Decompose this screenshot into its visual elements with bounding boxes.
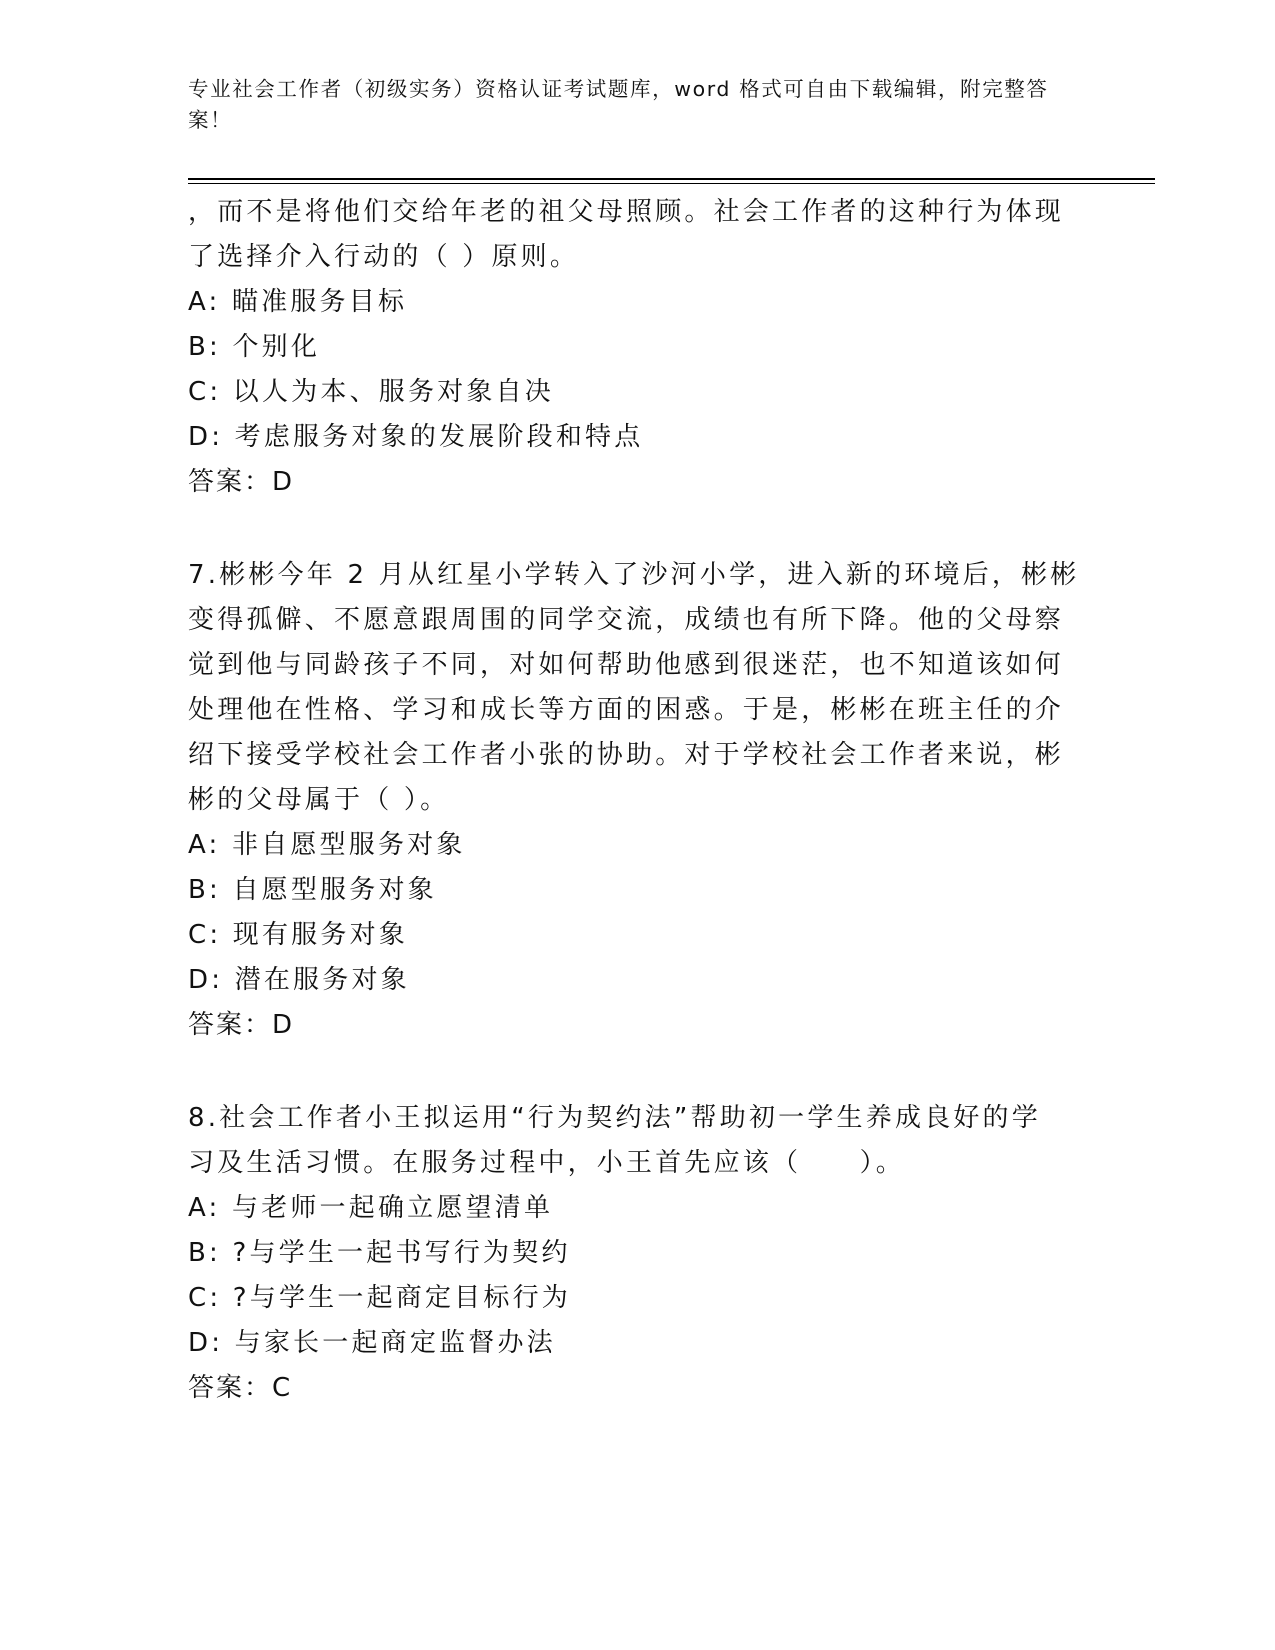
option-b: B: 自愿型服务对象 <box>188 875 437 905</box>
question-stem-line: 习及生活习惯。在服务过程中，小王首先应该（ ）。 <box>188 1148 906 1178</box>
question-stem-line: 处理他在性格、学习和成长等方面的困惑。于是，彬彬在班主任的介 <box>188 695 1065 725</box>
question-stem-line: 8.社会工作者小王拟运用“行为契约法”帮助初一学生养成良好的学 <box>188 1103 1041 1133</box>
question-stem-line: 了选择介入行动的（ ）原则。 <box>188 242 580 272</box>
question-stem-line: 绍下接受学校社会工作者小张的协助。对于学校社会工作者来说，彬 <box>188 740 1065 770</box>
option-c: C: 以人为本、服务对象自决 <box>188 377 554 407</box>
option-c: C: 现有服务对象 <box>188 920 408 950</box>
question-stem-line: 觉到他与同龄孩子不同，对如何帮助他感到很迷茫，也不知道该如何 <box>188 650 1065 680</box>
question-stem-line: 变得孤僻、不愿意跟周围的同学交流，成绩也有所下降。他的父母察 <box>188 605 1065 635</box>
question-6 <box>188 190 1088 505</box>
answer-line: 答案：C <box>188 1373 293 1403</box>
option-d: D: 考虑服务对象的发展阶段和特点 <box>188 422 644 452</box>
option-b: B: ?与学生一起书写行为契约 <box>188 1238 571 1268</box>
question-stem-line: 7.彬彬今年 2 月从红星小学转入了沙河小学，进入新的环境后，彬彬 <box>188 560 1080 590</box>
option-d: D: 潜在服务对象 <box>188 965 410 995</box>
question-stem-line: 彬的父母属于（ ）。 <box>188 785 450 815</box>
option-a: A: 瞄准服务目标 <box>188 287 408 317</box>
option-a: A: 与老师一起确立愿望清单 <box>188 1193 554 1223</box>
page-content <box>188 190 1088 1411</box>
question-7 <box>188 553 1088 1048</box>
question-8 <box>188 1096 1088 1411</box>
option-d: D: 与家长一起商定监督办法 <box>188 1328 556 1358</box>
answer-line: 答案：D <box>188 1010 295 1040</box>
question-stem-line: ，而不是将他们交给年老的祖父母照顾。社会工作者的这种行为体现 <box>188 197 1065 227</box>
document-header: 专业社会工作者（初级实务）资格认证考试题库，word 格式可自由下载编辑，附完整答案！ <box>188 77 1049 132</box>
option-c: C: ?与学生一起商定目标行为 <box>188 1283 571 1313</box>
option-a: A: 非自愿型服务对象 <box>188 830 466 860</box>
option-b: B: 个别化 <box>188 332 321 362</box>
header-rule-thick <box>188 178 1155 180</box>
answer-line: 答案：D <box>188 467 295 497</box>
header-rule-thin <box>188 183 1155 184</box>
